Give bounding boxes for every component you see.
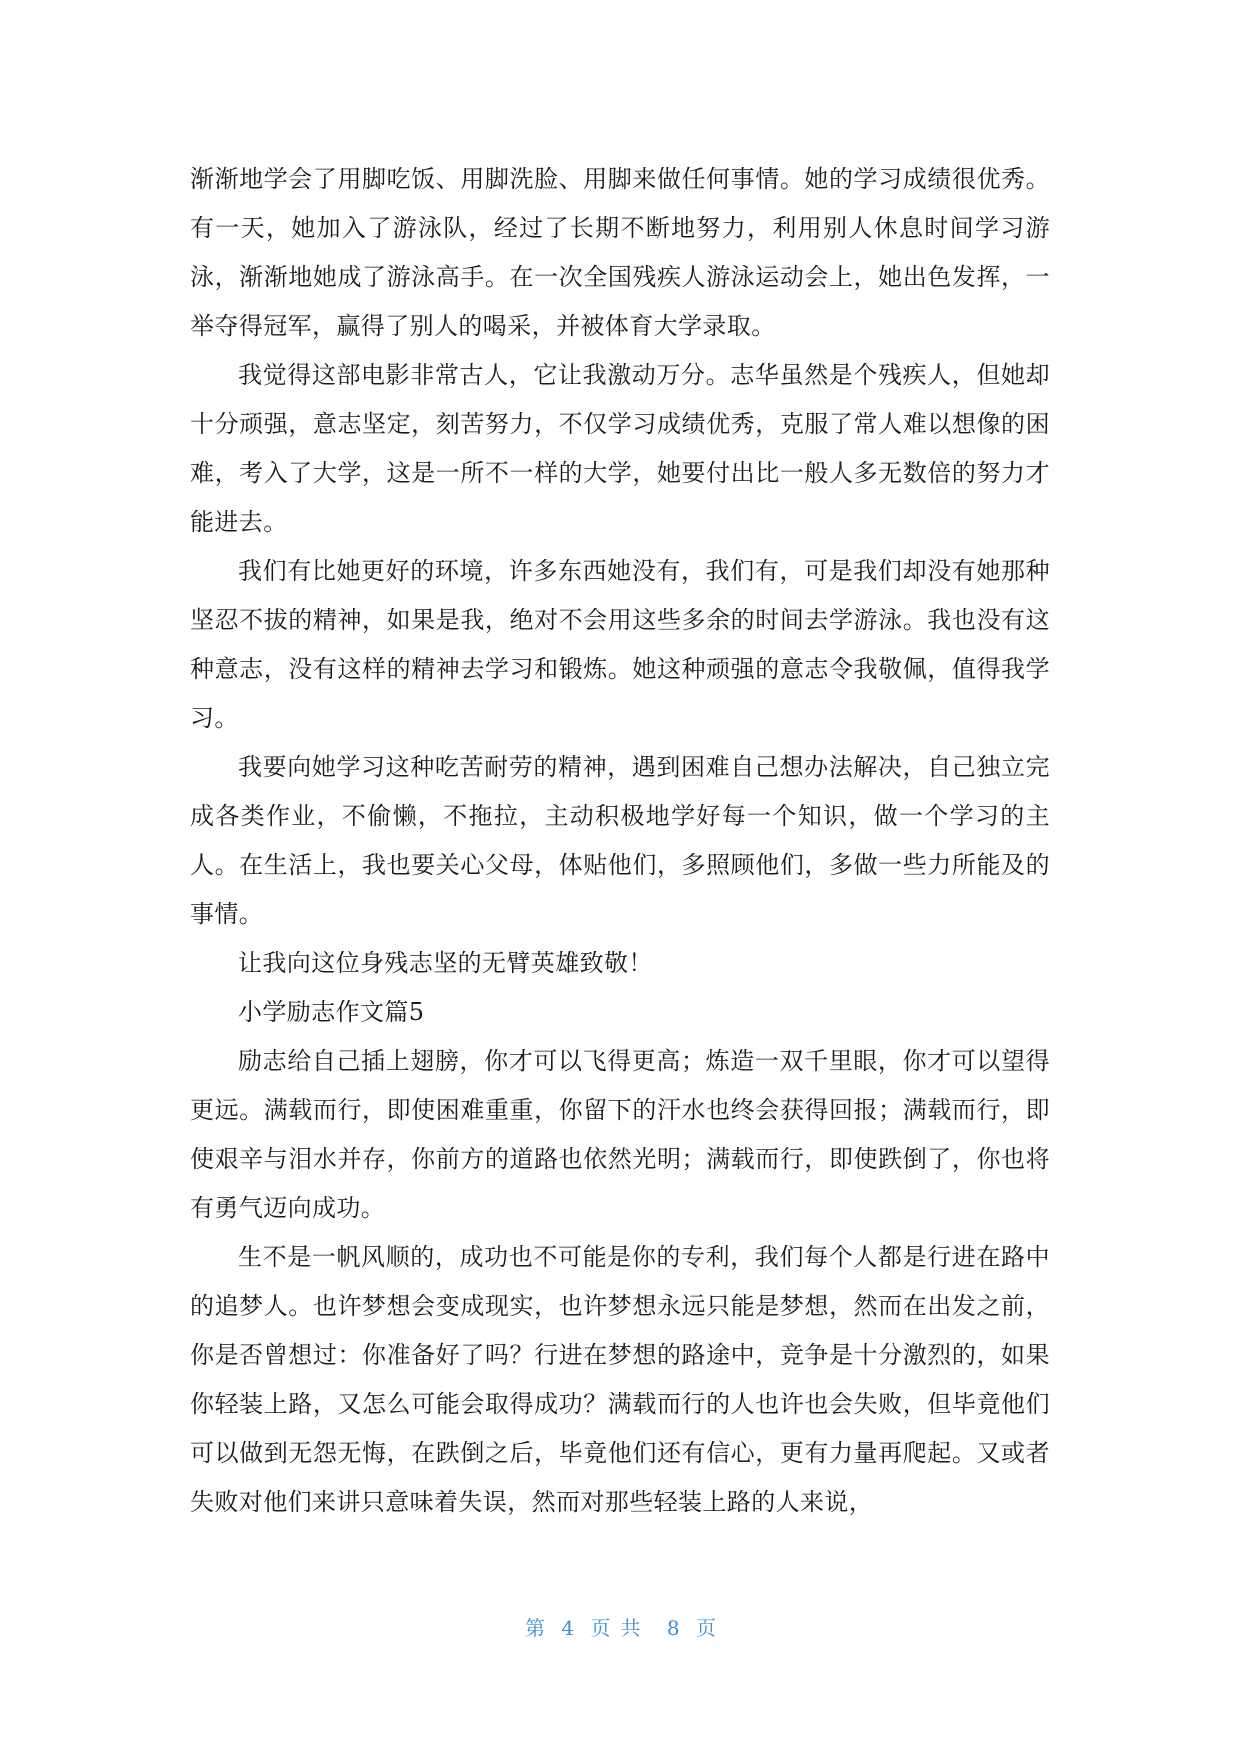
footer-total-pages: 8 <box>666 1616 680 1640</box>
page-footer <box>0 1614 1241 1642</box>
paragraph-1: 渐渐地学会了用脚吃饭、用脚洗脸、用脚来做任何事情。她的学习成绩很优秀。有一天，她加入了游泳队，经过了长期不断地努力，利用别人休息时间学习游泳，渐渐地她成了游泳高手。在一次全国残疾人游泳运动会上，她出色发挥，一举夺得冠军，赢得了别人的喝采，并被体育大学录取。 <box>190 165 1050 340</box>
paragraph-2: 我觉得这部电影非常古人，它让我激动万分。志华虽然是个残疾人，但她却十分顽强，意志坚定，刻苦努力，不仅学习成绩优秀，克服了常人难以想像的困难，考入了大学，这是一所不一样的大学，她要付出比一般人多无数倍的努力才能进去。 <box>190 361 1050 536</box>
paragraph-7: 励志给自己插上翅膀，你才可以飞得更高；炼造一双千里眼，你才可以望得更远。满载而行，即使困难重重，你留下的汗水也终会获得回报；满载而行，即使艰辛与泪水并存，你前方的道路也依然光明；满载而行，即使跌倒了，你也将有勇气迈向成功。 <box>190 1047 1050 1222</box>
footer-current-page: 4 <box>561 1616 575 1640</box>
paragraph-3: 我们有比她更好的环境，许多东西她没有，我们有，可是我们却没有她那种坚忍不拔的精神，如果是我，绝对不会用这些多余的时间去学游泳。我也没有这种意志，没有这样的精神去学习和锻炼。她这种顽强的意志令我敬佩，值得我学习。 <box>190 557 1050 732</box>
document-body <box>190 155 1050 1527</box>
paragraph-4: 我要向她学习这种吃苦耐劳的精神，遇到困难自己想办法解决，自己独立完成各类作业，不偷懒，不拖拉，主动积极地学好每一个知识，做一个学习的主人。在生活上，我也要关心父母，体贴他们，多照顾他们，多做一些力所能及的事情。 <box>190 753 1050 928</box>
footer-suffix: 页 <box>695 1616 716 1640</box>
footer-middle: 页共 <box>590 1616 651 1640</box>
paragraph-8: 生不是一帆风顺的，成功也不可能是你的专利，我们每个人都是行进在路中的追梦人。也许梦想会变成现实，也许梦想永远只能是梦想，然而在出发之前，你是否曾想过：你准备好了吗？行进在梦想的路途中，竞争是十分激烈的，如果你轻装上路，又怎么可能会取得成功？满载而行的人也许也会失败，但毕竟他们可以做到无怨无悔，在跌倒之后，毕竟他们还有信心，更有力量再爬起。又或者失败对他们来讲只意味着失误，然而对那些轻装上路的人来说， <box>190 1243 1050 1516</box>
footer-prefix: 第 <box>525 1616 546 1640</box>
paragraph-5: 让我向这位身残志坚的无臂英雄致敬！ <box>238 949 653 977</box>
section-heading: 小学励志作文篇5 <box>238 998 425 1026</box>
